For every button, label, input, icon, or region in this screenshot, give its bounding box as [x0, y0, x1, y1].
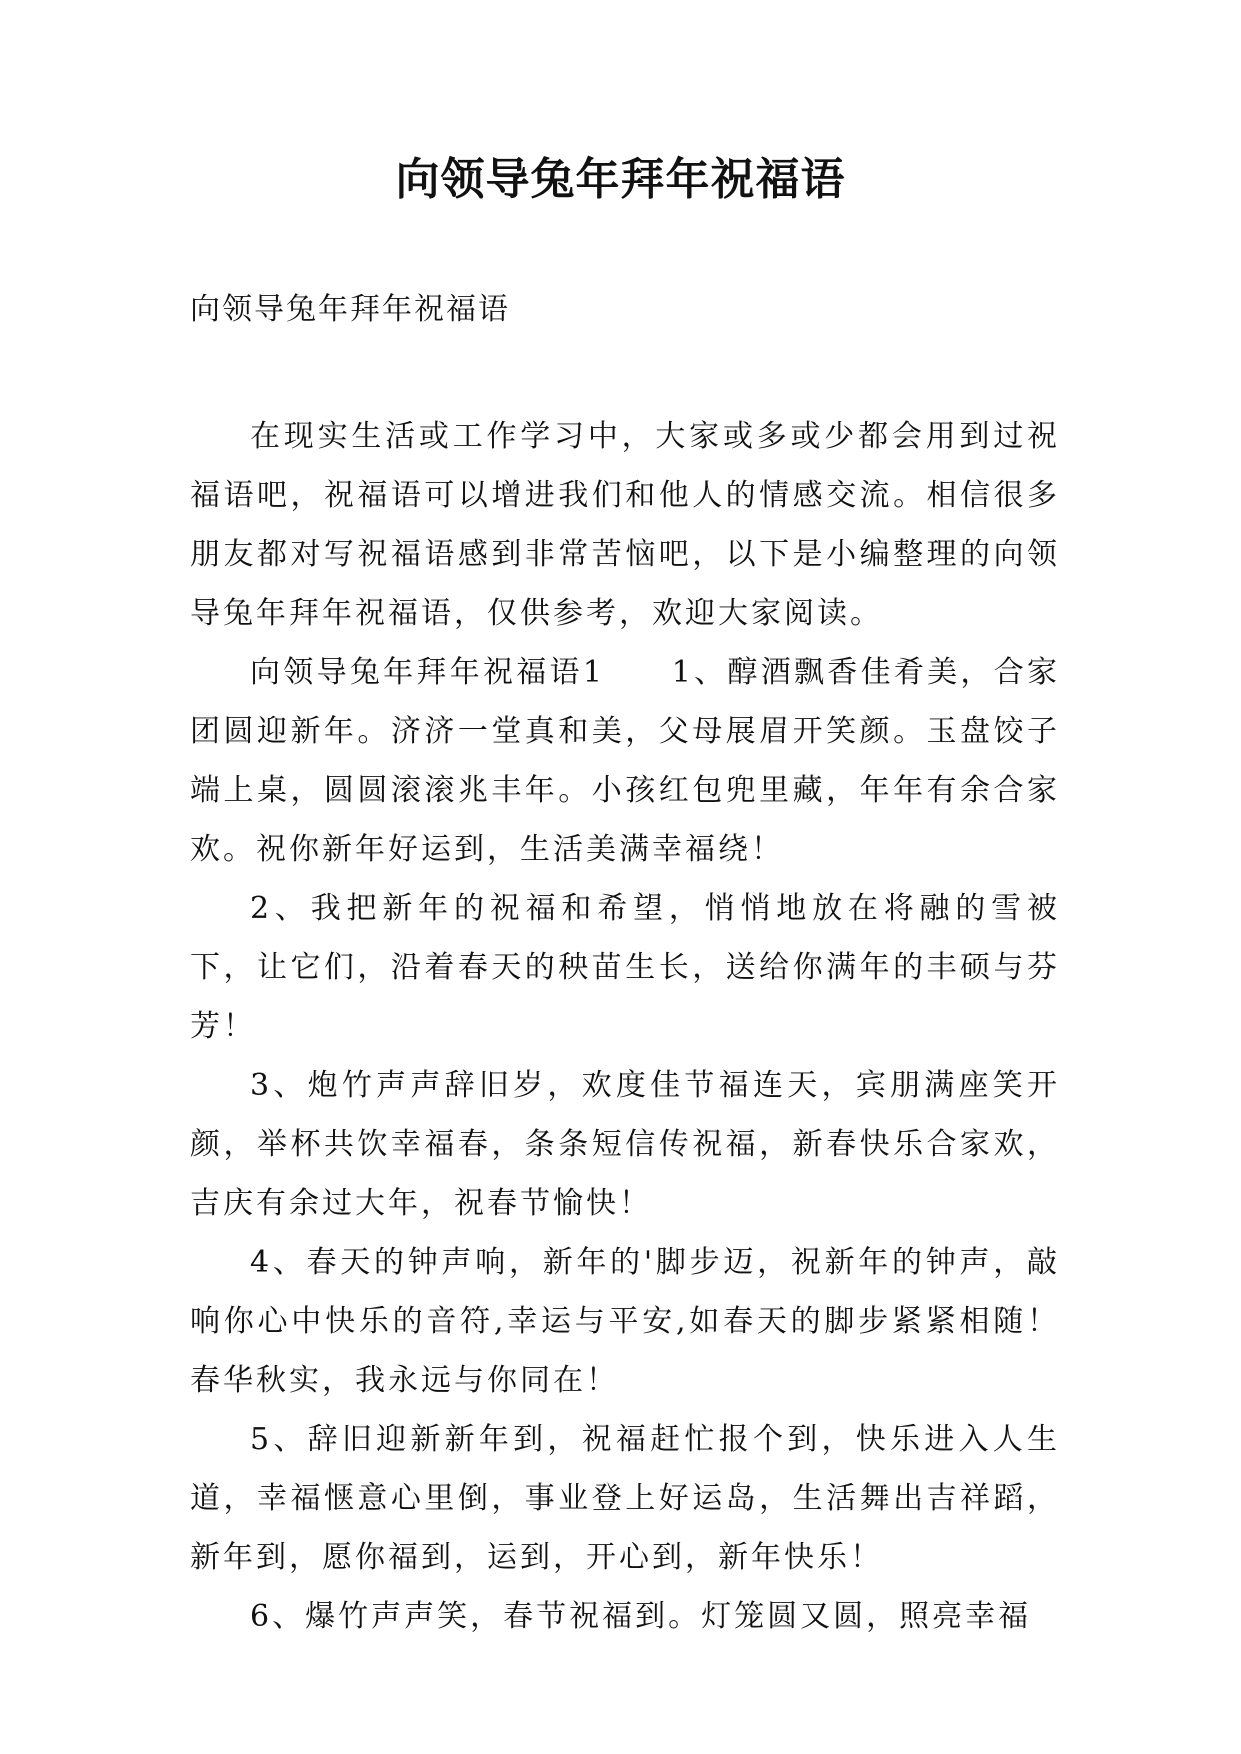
paragraph-blessing-6: 6、爆竹声声笑，春节祝福到。灯笼圆又圆，照亮幸福 [250, 1599, 1032, 1634]
document-subtitle: 向领导兔年拜年祝福语 [190, 292, 510, 327]
paragraph-blessing-3: 3、炮竹声声辞旧岁，欢度佳节福连天，宾朋满座笑开颜，举杯共饮幸福春，条条短信传祝福，新春快乐合家欢，吉庆有余过大年，祝春节愉快！ [190, 1068, 1060, 1221]
paragraph-intro: 在现实生活或工作学习中，大家或多或少都会用到过祝福语吧，祝福语可以增进我们和他人的情感交流。相信很多朋友都对写祝福语感到非常苦恼吧，以下是小编整理的向领导兔年拜年祝福语，仅供参考，欢迎大家阅读。 [190, 419, 1060, 631]
paragraph-blessing-5: 5、辞旧迎新新年到，祝福赶忙报个到，快乐进入人生道，幸福惬意心里倒，事业登上好运岛，生活舞出吉祥蹈，新年到，愿你福到，运到，开心到，新年快乐！ [190, 1422, 1060, 1575]
document-body [190, 407, 1060, 1646]
paragraph-blessing-2: 2、我把新年的祝福和希望，悄悄地放在将融的雪被下，让它们，沿着春天的秧苗生长，送给你满年的丰硕与芬芳！ [190, 891, 1060, 1044]
paragraph-blessing-1: 向领导兔年拜年祝福语1 1、醇酒飘香佳肴美，合家团圆迎新年。济济一堂真和美，父母展眉开笑颜。玉盘饺子端上桌，圆圆滚滚兆丰年。小孩红包兜里藏，年年有余合家欢。祝你新年好运到，生活美满幸福绕！ [190, 655, 1060, 867]
paragraph-blessing-4: 4、春天的钟声响，新年的'脚步迈，祝新年的钟声，敲响你心中快乐的音符,幸运与平安,如春天的脚步紧紧相随！春华秋实，我永远与你同在！ [190, 1245, 1060, 1398]
document-title: 向领导兔年拜年祝福语 [395, 154, 846, 205]
